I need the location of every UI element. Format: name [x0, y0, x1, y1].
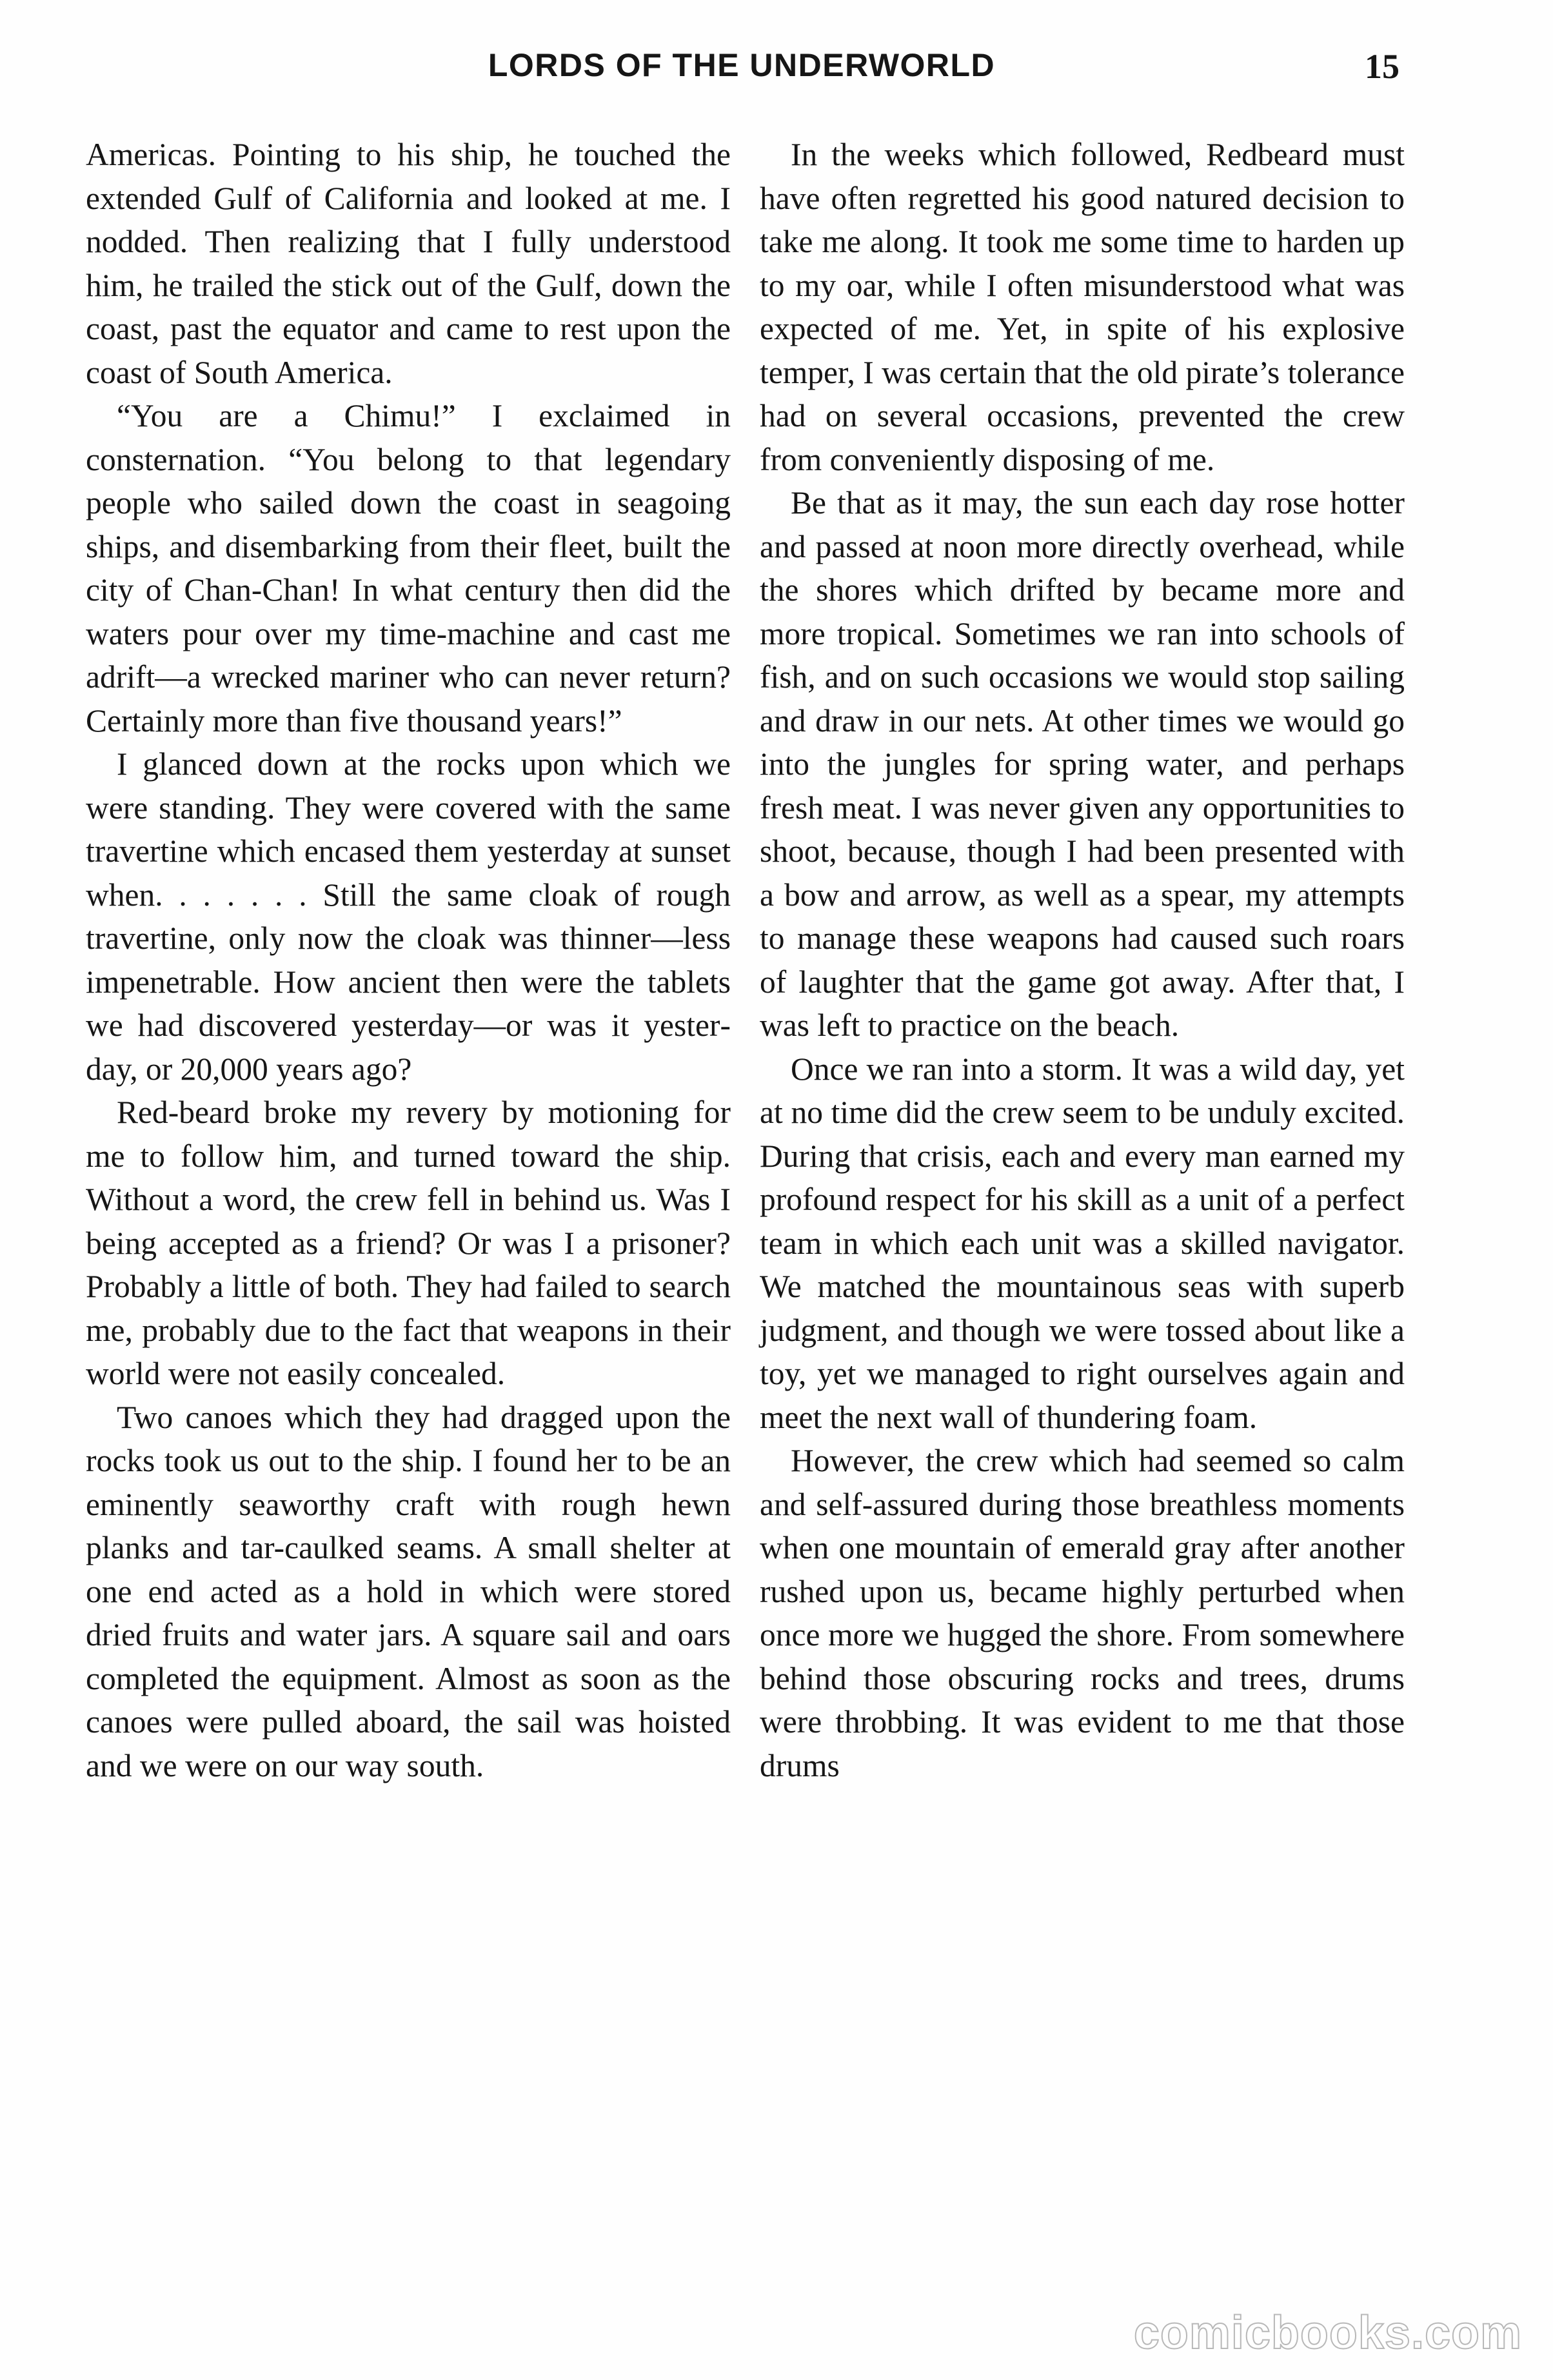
paragraph: Two canoes which they had dragged upon the rocks took us out to the ship. I found her to be an eminently seaworthy craft with rough hewn planks and tar-caulked seams. A small shelter at one end acted as a hold in which were stored dried fruits and water jars. A square sail and oars completed the equipment. Almost as soon as the canoes were pulled aboard, the sail was hoisted and we were on our way south. [86, 1399, 731, 1783]
watermark-logo: comicbooks.com [1133, 2307, 1522, 2359]
page-number: 15 [1365, 47, 1400, 86]
paragraph: “You are a Chimu!” I exclaimed in consternation. “You belong to that legendary people who sailed down the coast in seagoing ships, and disembarking from their fleet, built the city of Chan-Chan! In what century then did the waters pour over my time-machine and cast me adrift—a wrecked mariner who can never return? Certainly more than five thousand years!” [86, 398, 731, 739]
paragraph: In the weeks which followed, Redbeard must have often regretted his good natured decision to take me along. It took me some time to harden up to my oar, while I often misunderstood what was expected of me. Yet, in spite of his explosive temper, I was certain that the old pirate’s tolerance had on several occasions, prevented the crew from conveniently disposing of me. [760, 137, 1405, 477]
running-title: LORDS OF THE UNDERWORLD [488, 47, 996, 83]
paragraph: Red-beard broke my revery by motioning for me to follow him, and turned toward the ship. Without a word, the crew fell in behind us. Was I being accepted as a friend? Or was I a prisoner? Probably a little of both. They had failed to search me, probably due to the fact that weapons in their world were not easily concealed. [86, 1095, 731, 1391]
paragraph: Americas. Pointing to his ship, he touched the extended Gulf of California and looked at me. I nodded. Then realizing that I fully understood him, he trailed the stick out of the Gulf, down the coast, past the equator and came to rest upon the coast of South America. [86, 137, 731, 390]
paragraph: However, the crew which had seemed so calm and self-assured during those breathless moments when one mountain of emerald gray after another rushed upon us, became highly perturbed when once more we hugged the shore. From somewhere behind those obscuring rocks and trees, drums were throbbing. It was evident to me that those drums [760, 1443, 1405, 1783]
left-column [86, 133, 731, 1787]
running-header [84, 46, 1400, 92]
right-column [760, 133, 1405, 1787]
paragraph: Be that as it may, the sun each day rose hotter and passed at noon more directly overhead, while the shores which drifted by became more and more tropical. Sometimes we ran into schools of fish, and on such occasions we would stop sailing and draw in our nets. At other times we would go into the jungles for spring water, and perhaps fresh meat. I was never given any opportunities to shoot, because, though I had been presented with a bow and arrow, as well as a spear, my attempts to manage these weapons had caused such roars of laughter that the game got away. After that, I was left to practice on the beach. [760, 485, 1405, 1043]
paragraph: I glanced down at the rocks upon which we were standing. They were covered with the same travertine which encased them yesterday at sunset when. . . . . . . Still the same cloak of rough travertine, only now the cloak was thinner—less impenetrable. How ancient then were the tablets we had discovered yesterday—or was it yesterday, or 20,000 years ago? [86, 746, 731, 1087]
paragraph: Once we ran into a storm. It was a wild day, yet at no time did the crew seem to be unduly excited. During that crisis, each and every man earned my profound respect for his skill as a unit of a perfect team in which each unit was a skilled navigator. We matched the mountainous seas with superb judgment, and though we were tossed about like a toy, yet we managed to right ourselves again and meet the next wall of thundering foam. [760, 1051, 1405, 1435]
